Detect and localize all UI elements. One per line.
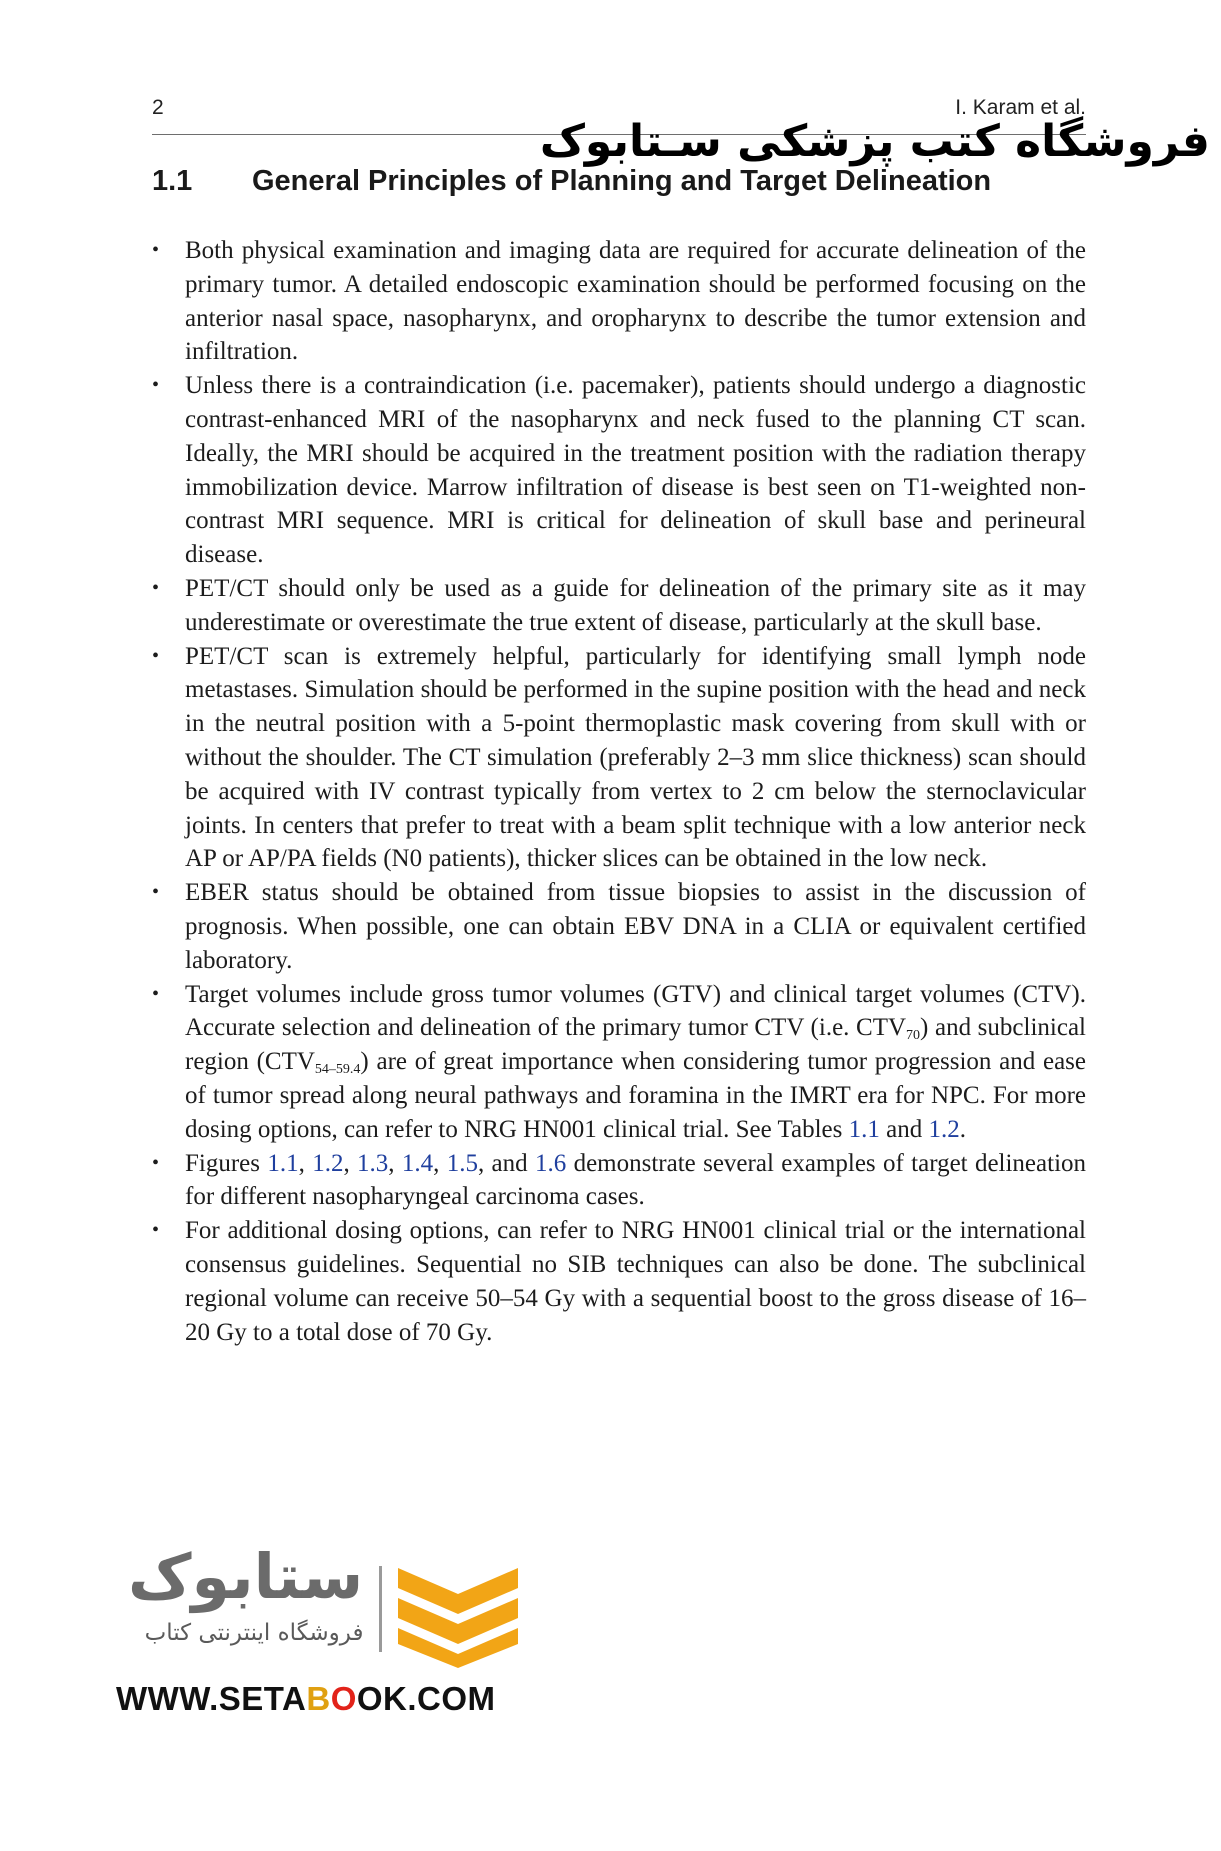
subscript: 70 <box>906 1028 921 1044</box>
bullet-icon: • <box>152 576 160 599</box>
logo-divider <box>379 1566 382 1652</box>
list-item <box>152 978 1086 1147</box>
list-item <box>152 876 1086 977</box>
logo-url <box>116 1680 496 1718</box>
list-item <box>152 1214 1086 1349</box>
section-heading <box>152 165 991 198</box>
url-text-accent: B <box>306 1680 331 1717</box>
logo-tagline: فروشگاه اینترنتی کتاب <box>144 1620 364 1646</box>
text-run: , <box>433 1149 447 1177</box>
open-book-icon <box>396 1558 521 1668</box>
url-text: WWW.SETA <box>116 1680 307 1717</box>
text-run: , <box>298 1149 313 1177</box>
text-run: , <box>343 1149 358 1177</box>
text-run: . <box>959 1115 966 1143</box>
bullet-icon: • <box>152 1151 160 1174</box>
list-item-text: PET/CT scan is extremely helpful, particularly for identifying small lymph node metastases. Simulation should be performed in the supine position with the head and neck in the neutral position with a 5-point thermoplastic mask covering from skull with or without the shoulder. The CT simulation (preferably 2–3 mm slice thickness) scan should be acquired with IV contrast typically from vertex to 2 cm below the sternoclavicular joints. In centers that prefer to treat with a beam split technique with a low anterior neck AP or AP/PA fields (N0 patients), thicker slices can be obtained in the low neck. <box>185 642 1086 873</box>
list-item <box>152 1147 1086 1215</box>
bullet-icon: • <box>152 881 160 904</box>
figure-ref-link[interactable]: 1.5 <box>446 1149 478 1177</box>
list-item-text: EBER status should be obtained from tissue biopsies to assist in the discussion of prognosis. When possible, one can obtain EBV DNA in a CLIA or equivalent certified laboratory. <box>185 879 1086 974</box>
text-run: demonstrate several examples of target delineation for different nasopharyngeal carcinoma cases. <box>185 1149 1087 1211</box>
figure-ref-link[interactable]: 1.6 <box>535 1149 567 1177</box>
list-item <box>152 234 1086 369</box>
text-run: ) and subclinical region (CTV <box>185 1014 1086 1076</box>
url-text-accent: O <box>330 1680 357 1717</box>
text-run: Figures <box>185 1149 268 1177</box>
figure-ref-link[interactable]: 1.3 <box>357 1149 389 1177</box>
watermark-store-name: فروشگاه کتب پزشکی سـتابوک <box>539 116 1210 167</box>
figure-ref-link[interactable]: 1.1 <box>267 1149 299 1177</box>
text-run: , and <box>477 1149 535 1177</box>
table-ref-link[interactable]: 1.1 <box>848 1115 880 1143</box>
list-item-text: PET/CT should only be used as a guide for delineation of the primary site as it may underestimate or overestimate the true extent of disease, particularly at the skull base. <box>185 574 1086 636</box>
list-item-text: Both physical examination and imaging data are required for accurate delineation of the primary tumor. A detailed endoscopic examination should be performed focusing on the anterior nasal space, nasopharynx, and oropharynx to describe the tumor extension and infiltration. <box>185 237 1086 366</box>
list-item-text: For additional dosing options, can refer to NRG HN001 clinical trial or the international consensus guidelines. Sequential no SIB techniques can also be done. The subclinical regional volume can receive 50–54 Gy with a sequential boost to the gross disease of 16–20 Gy to a total dose of 70 Gy. <box>185 1217 1086 1346</box>
section-title: General Principles of Planning and Target Delineation <box>252 165 992 197</box>
subscript: 54–59.4 <box>314 1062 361 1078</box>
page-number: 2 <box>152 96 164 119</box>
text-run: Target volumes include gross tumor volumes (GTV) and clinical target volumes (CTV). Accurate selection and delineation of the primary tumor CTV (i.e. CTV <box>185 980 1086 1042</box>
bullet-icon: • <box>152 982 160 1005</box>
table-ref-link[interactable]: 1.2 <box>928 1115 960 1143</box>
list-item <box>152 369 1086 572</box>
bullet-icon: • <box>152 374 160 397</box>
bullet-list <box>152 234 1086 1349</box>
bullet-icon: • <box>152 239 160 261</box>
bullet-icon: • <box>152 1219 160 1242</box>
list-item-text: Unless there is a contraindication (i.e. pacemaker), patients should undergo a diagnostic contrast-enhanced MRI of the nasopharynx and neck fused to the planning CT scan. Ideally, the MRI should be acquired in the treatment position with the radiation therapy immobilization device. Marrow infiltration of disease is best seen on T1-weighted non-contrast MRI sequence. MRI is critical for delineation of skull base and perineural disease. <box>185 372 1086 569</box>
list-item-text <box>185 1150 1086 1211</box>
text-run: ) are of great importance when considering tumor progression and ease of tumor spread along neural pathways and foramina in the IMRT era for NPC. For more dosing options, can refer to NRG HN001 clinical trial. See Tables <box>185 1048 1086 1143</box>
bullet-icon: • <box>152 644 160 667</box>
url-text: OK.COM <box>356 1680 496 1717</box>
logo-brand-name: ستابوک <box>128 1540 364 1613</box>
list-item <box>152 640 1086 877</box>
figure-ref-link[interactable]: 1.2 <box>312 1149 344 1177</box>
list-item-text <box>185 981 1086 1143</box>
section-number: 1.1 <box>152 165 193 197</box>
list-item <box>152 572 1086 640</box>
text-run: and <box>879 1115 929 1143</box>
text-run: , <box>388 1149 402 1177</box>
figure-ref-link[interactable]: 1.4 <box>401 1149 434 1177</box>
running-head-authors: I. Karam et al. <box>955 96 1086 119</box>
setabook-logo <box>100 1540 530 1720</box>
